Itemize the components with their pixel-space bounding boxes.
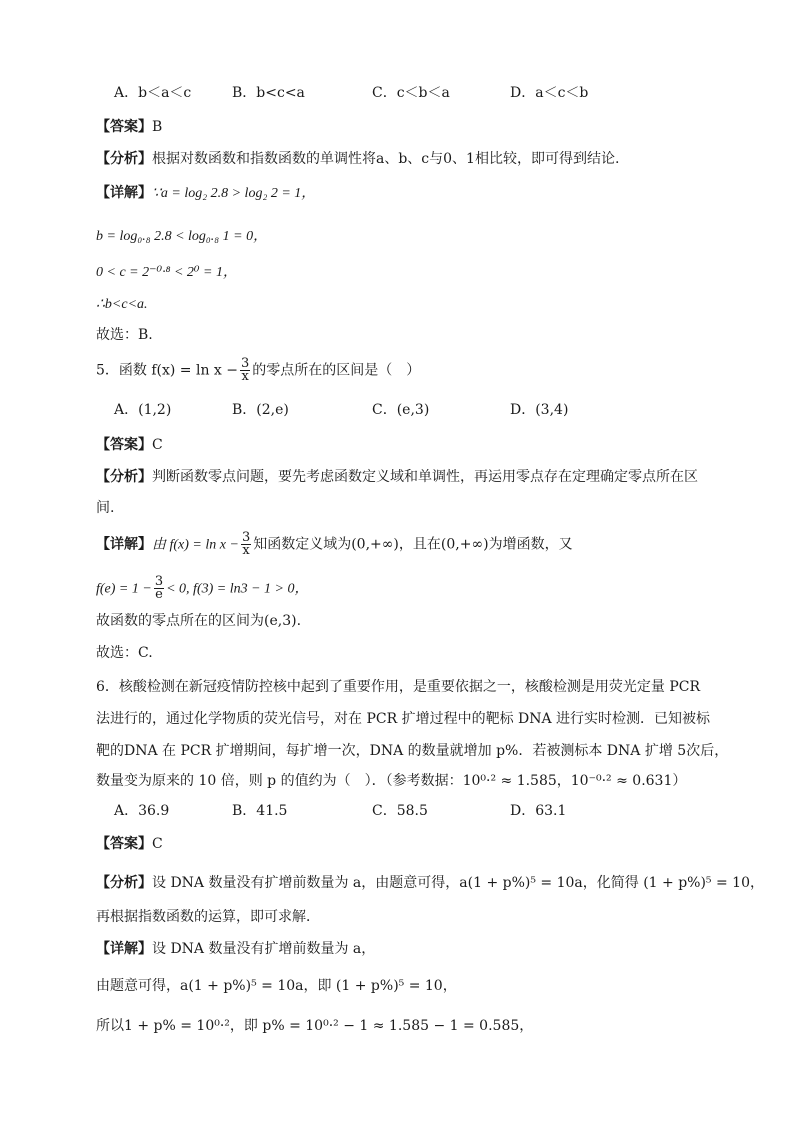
answer-value: C bbox=[152, 836, 163, 852]
analysis-text: 判断函数零点问题，要先考虑函数定义域和单调性，再运用零点存在定理确定零点所在区 bbox=[152, 469, 698, 485]
detail-fraction bbox=[241, 532, 251, 557]
detail-math: 由 f(x) = ln x − bbox=[152, 537, 239, 553]
q5-option-d: D．(3,4) bbox=[510, 402, 569, 418]
detail-text: 知函数定义域为(0,+∞)，且在(0,+∞)为增函数，又 bbox=[253, 536, 573, 553]
fraction-denominator: x bbox=[242, 543, 250, 558]
q5-option-a: A．(1,2) bbox=[114, 402, 172, 418]
q5-analysis-line-2: 间. bbox=[96, 500, 115, 516]
q6-analysis-line-1 bbox=[96, 873, 764, 893]
fraction-numerator: 3 bbox=[241, 530, 251, 545]
detail-tag: 【详解】 bbox=[96, 941, 152, 957]
detail-math: f(e) = 1 − bbox=[96, 581, 152, 597]
q4-detail-line-2 bbox=[96, 226, 267, 247]
detail-math: b = log₀.₈ 2.8 < log₀.₈ 1 = 0， bbox=[96, 229, 268, 244]
q4-detail-line-4 bbox=[96, 294, 148, 315]
detail-math: ∴b<c<a. bbox=[96, 297, 148, 312]
q6-option-c: C．58.5 bbox=[372, 803, 428, 819]
q6-detail-line-2: 由题意可得，a(1 + p%)⁵ = 10a，即 (1 + p%)⁵ = 10， bbox=[96, 978, 457, 994]
q5-detail-line-3: 故函数的零点所在的区间为(e,3). bbox=[96, 613, 302, 629]
q4-options-row bbox=[0, 83, 794, 103]
q6-analysis-line-2: 再根据指数函数的运算，即可求解． bbox=[96, 909, 320, 925]
q5-fraction bbox=[240, 358, 250, 383]
q4-option-b: B．b<c<a bbox=[232, 85, 305, 101]
q5-stem-post: 的零点所在的区间是（ ） bbox=[252, 362, 421, 379]
q6-stem-line-4: 数量变为原来的 10 倍，则 p 的值约为（ ）．（参考数据：10⁰·² ≈ 1.585，10⁻⁰·² ≈ 0.631） bbox=[96, 773, 687, 789]
q6-option-a: A．36.9 bbox=[114, 803, 170, 819]
answer-tag: 【答案】 bbox=[96, 836, 152, 852]
detail-fraction bbox=[154, 576, 164, 601]
fraction-denominator: x bbox=[241, 369, 249, 384]
q5-choice: 故选：C. bbox=[96, 645, 153, 661]
detail-text: 设 DNA 数量没有扩增前数量为 a， bbox=[152, 941, 376, 957]
q5-analysis-line-1 bbox=[96, 467, 698, 487]
fraction-numerator: 3 bbox=[241, 356, 250, 371]
q4-detail-line-3 bbox=[96, 262, 237, 283]
q4-option-d: D．a＜c＜b bbox=[510, 85, 589, 101]
q4-answer bbox=[96, 117, 162, 137]
fraction-denominator: e bbox=[155, 587, 163, 602]
q4-choice: 故选：B. bbox=[96, 327, 153, 343]
analysis-tag: 【分析】 bbox=[96, 469, 152, 485]
detail-math: ∵a = log₂ 2.8 > log₂ 2 = 1， bbox=[152, 186, 316, 201]
q4-option-a: A．b＜a＜c bbox=[114, 85, 192, 101]
q5-detail-line-2 bbox=[96, 576, 309, 601]
q6-answer bbox=[96, 834, 163, 854]
q6-stem-line-2: 法进行的，通过化学物质的荧光信号，对在 PCR 扩增过程中的靶标 DNA 进行实时检测．已知被标 bbox=[96, 711, 711, 727]
analysis-text: 设 DNA 数量没有扩增前数量为 a，由题意可得，a(1 + p%)⁵ = 10a，化简得 (1 + p%)⁵ = 10， bbox=[152, 875, 764, 891]
analysis-tag: 【分析】 bbox=[96, 875, 152, 891]
fraction-numerator: 3 bbox=[154, 574, 164, 589]
q5-stem bbox=[96, 358, 420, 383]
q5-answer bbox=[96, 435, 163, 455]
q6-stem-line-1: 6．核酸检测在新冠疫情防控核中起到了重要作用，是重要依据之一，核酸检测是用荧光定量 PCR bbox=[96, 679, 701, 695]
q5-option-b: B．(2,e) bbox=[232, 402, 289, 418]
q4-detail-line-1 bbox=[96, 183, 315, 204]
q5-option-c: C．(e,3) bbox=[372, 402, 430, 418]
q6-detail-line-3: 所以1 + p% = 10⁰·²，即 p% = 10⁰·² − 1 ≈ 1.585 − 1 = 0.585， bbox=[96, 1018, 534, 1034]
answer-value: B bbox=[152, 119, 163, 135]
q6-options-row bbox=[0, 801, 794, 821]
q6-stem-line-3: 靶的DNA 在 PCR 扩增期间，每扩增一次，DNA 的数量就增加 p%．若被测标本 DNA 扩增 5次后， bbox=[96, 743, 729, 759]
q6-detail-line-1 bbox=[96, 939, 375, 959]
detail-tag: 【详解】 bbox=[96, 536, 152, 553]
analysis-text: 根据对数函数和指数函数的单调性将a、b、c与0、1相比较，即可得到结论. bbox=[152, 151, 620, 167]
q4-option-c: C．c＜b＜a bbox=[372, 85, 450, 101]
detail-tag: 【详解】 bbox=[96, 185, 152, 201]
q6-option-d: D．63.1 bbox=[510, 803, 567, 819]
q4-analysis bbox=[96, 149, 619, 169]
q6-option-b: B．41.5 bbox=[232, 803, 288, 819]
answer-value: C bbox=[152, 437, 163, 453]
q5-detail-line-1 bbox=[96, 532, 573, 557]
detail-math: < 0, f(3) = ln3 − 1 > 0， bbox=[166, 581, 309, 597]
detail-math: 0 < c = 2⁻⁰·⁸ < 2⁰ = 1， bbox=[96, 265, 237, 280]
answer-tag: 【答案】 bbox=[96, 437, 152, 453]
answer-tag: 【答案】 bbox=[96, 119, 152, 135]
q5-stem-pre: 5．函数 f(x) = ln x − bbox=[96, 362, 239, 379]
q5-options-row bbox=[0, 400, 794, 420]
analysis-tag: 【分析】 bbox=[96, 151, 152, 167]
